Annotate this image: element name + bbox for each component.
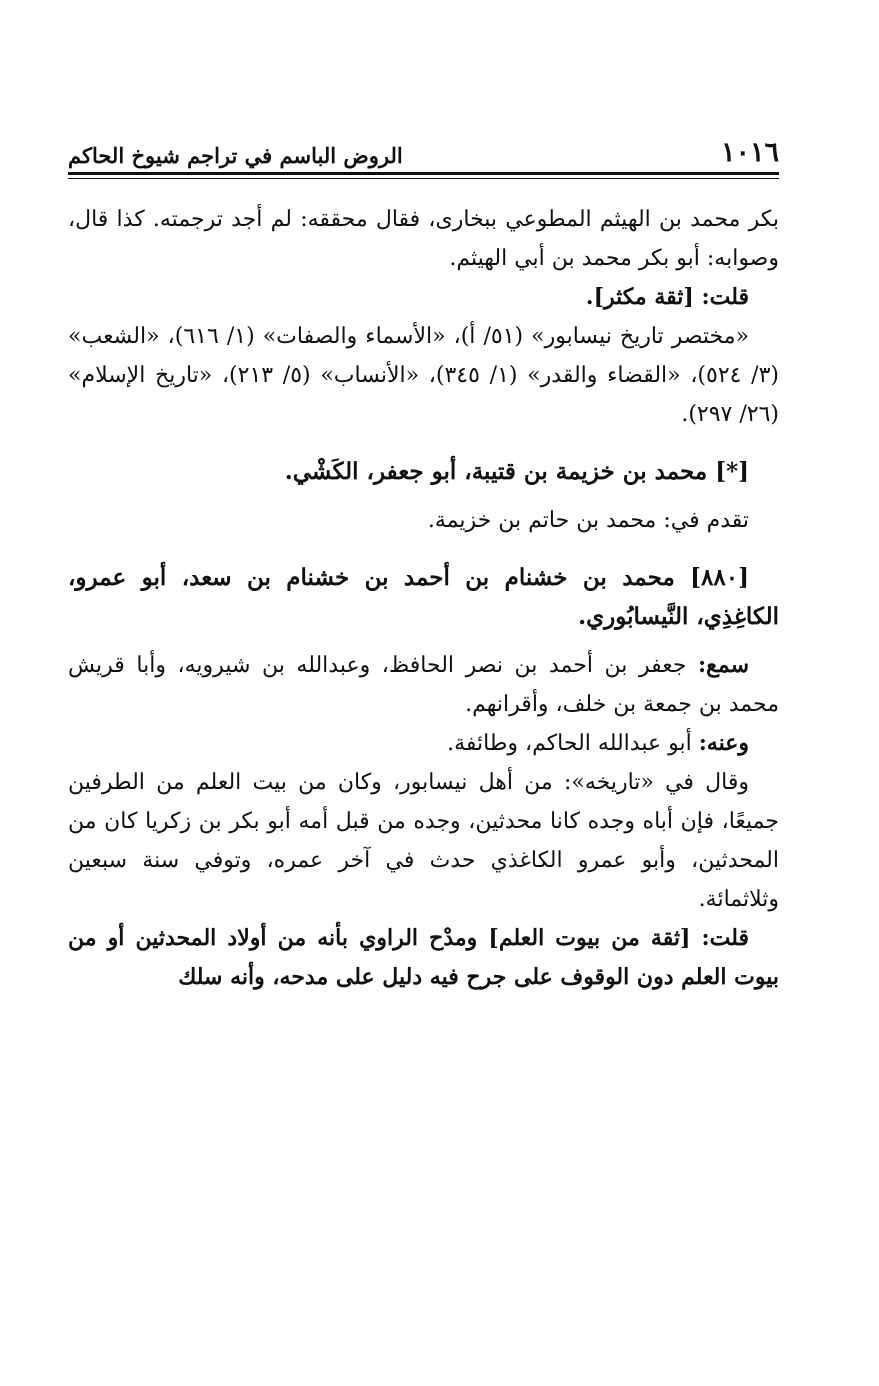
verdict-label: قلت: [ثقة مكثر].	[585, 284, 749, 310]
narrators-text: أبو عبدالله الحاكم، وطائفة.	[447, 731, 699, 756]
page-number: ١٠١٦	[720, 137, 779, 168]
heard-from-paragraph	[68, 646, 779, 724]
narrators-lead: وعنه:	[698, 730, 749, 756]
narrators-paragraph	[68, 724, 779, 763]
cross-reference: تقدم في: محمد بن حاتم بن خزيمة.	[427, 508, 749, 533]
running-title: الروض الباسم في تراجم شيوخ الحاكم	[68, 143, 403, 168]
entry-title: [*] محمد بن خزيمة بن قتيبة، أبو جعفر، الكَشْي.	[284, 458, 749, 485]
sources-text: «مختصر تاريخ نيسابور» (٥١/ أ)، «الأسماء والصفات» (١/ ٦١٦)، «الشعب» (٣/ ٥٢٤)، «القضاء والقدر» (١/ ٣٤٥)، «الأنساب» (٥/ ٢١٣)، «تاريخ الإسلام» (٢٦/ ٢٩٧).	[68, 324, 780, 427]
entry-title: [٨٨٠] محمد بن خشنام بن أحمد بن خشنام بن سعد، أبو عمرو، الكاغِذِي، النَّيسابُوري.	[68, 564, 779, 630]
verdict-text: قلت: [ثقة من بيوت العلم] ومدْح الراوي بأنه من أولاد المحدثين أو من بيوت العلم دون الوقوف على جرح فيه دليل على مدحه، وأنه سلك	[68, 925, 779, 990]
quote-text: وقال في «تاريخه»: من أهل نيسابور، وكان من بيت العلم من الطرفين جميعًا، فإن أباه وجده كانا محدثين، وجده من قبل أمه أبو بكر بن زكريا كان من المحدثين، وأبو عمرو الكاغذي حدث في آخر عمره، وتوفي سنة سبعين وثلاثمائة.	[68, 770, 779, 912]
heard-from-lead: سمع:	[698, 652, 749, 678]
header-rule-thick	[68, 172, 779, 175]
continuation-text: بكر محمد بن الهيثم المطوعي ببخارى، فقال محققه: لم أجد ترجمته. كذا قال، وصوابه: أبو بكر محمد بن أبي الهيثم.	[68, 207, 779, 271]
heard-from-text: جعفر بن أحمد بن نصر الحافظ، وعبدالله بن شيرويه، وأبا قريش محمد بن جمعة بن خلف، وأقرانهم.	[68, 653, 779, 717]
page-body	[68, 200, 779, 997]
page-header	[68, 128, 779, 168]
header-rule-thin	[68, 178, 779, 179]
